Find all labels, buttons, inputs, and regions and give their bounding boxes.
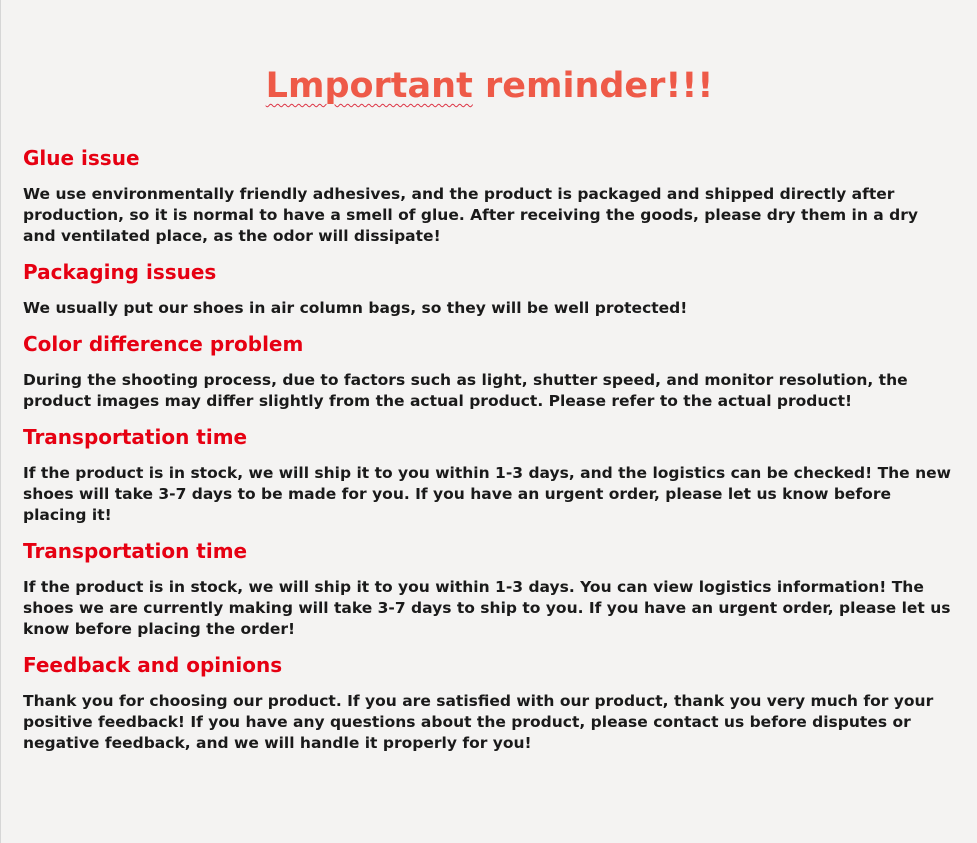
section-body: If the product is in stock, we will ship it to you within 1-3 days. You can view logistics information! The shoes we are currently making will take 3-7 days to ship to you. If you have an urgent order, please let us know before placing the order!: [23, 578, 951, 638]
page-title-first-word: Lmportant: [265, 66, 473, 106]
section-heading: Glue issue: [23, 146, 140, 170]
section-heading: Feedback and opinions: [23, 653, 283, 677]
section-heading: Transportation time: [23, 539, 248, 563]
section-glue-issue: [23, 144, 953, 247]
section-body: If the product is in stock, we will ship it to you within 1-3 days, and the logistics can be checked! The new shoes will take 3-7 days to be made for you. If you have an urgent order, please let us know before placing it!: [23, 464, 951, 524]
page-title: [1, 64, 977, 108]
page-title-rest: reminder!!!: [472, 66, 714, 106]
section-heading: Transportation time: [23, 425, 248, 449]
section-transportation-time-2: [23, 537, 953, 640]
section-transportation-time-1: [23, 423, 953, 526]
section-body: We use environmentally friendly adhesives, and the product is packaged and shipped directly after production, so it is normal to have a smell of glue. After receiving the goods, please dry them in a dry and ventilated place, as the odor will dissipate!: [23, 185, 918, 245]
notice-sections: [23, 144, 953, 765]
section-body: During the shooting process, due to factors such as light, shutter speed, and monitor resolution, the product images may differ slightly from the actual product. Please refer to the actual product!: [23, 371, 908, 410]
section-heading: Packaging issues: [23, 260, 217, 284]
section-body: Thank you for choosing our product. If you are satisfied with our product, thank you very much for your positive feedback! If you have any questions about the product, please contact us before disputes or negative feedback, and we will handle it properly for you!: [23, 692, 934, 752]
section-body: We usually put our shoes in air column bags, so they will be well protected!: [23, 299, 688, 317]
section-packaging-issues: [23, 258, 953, 319]
section-heading: Color difference problem: [23, 332, 304, 356]
section-color-difference: [23, 330, 953, 412]
section-feedback-opinions: [23, 651, 953, 754]
